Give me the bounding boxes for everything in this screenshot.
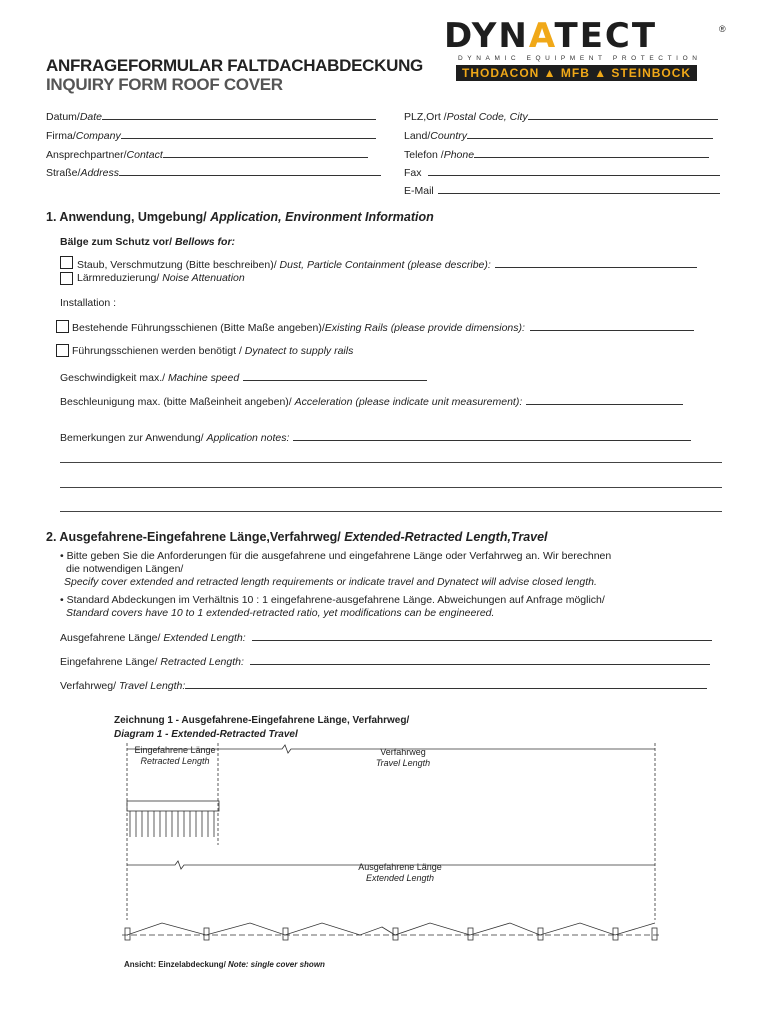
fax-field[interactable]: Fax <box>404 166 720 179</box>
stiffener <box>652 928 657 940</box>
country-field[interactable]: Land/Country <box>404 129 713 142</box>
application-notes-field[interactable]: Bemerkungen zur Anwendung/ Application notes: <box>60 431 691 444</box>
retracted-bellow <box>127 801 219 837</box>
retracted-label: Eingefahrene Länge Retracted Length <box>134 745 216 766</box>
diagram-note: Ansicht: Einzelabdeckung/ Note: single cover shown <box>124 960 325 969</box>
bullet2-de: • Standard Abdeckungen im Verhältnis 10 : 1 eingefahrene-ausgefahrene Länge. Abweichungen auf Anfrage möglich/ <box>60 594 605 606</box>
dust-option: Staub, Verschmutzung (Bitte beschreiben)/ Dust, Particle Containment (please describe): <box>77 258 697 271</box>
extended-dimension-line <box>127 861 655 869</box>
diagram-title: Zeichnung 1 - Ausgefahrene-Eingefahrene Länge, Verfahrweg/ Diagram 1 - Extended-Retracted Travel <box>114 715 410 740</box>
bullet1-de-line2: die notwendigen Längen/ <box>66 563 184 575</box>
noise-checkbox[interactable] <box>60 272 73 285</box>
bullet1-de-line1: • Bitte geben Sie die Anforderungen für die ausgefahrene und eingefahrene Länge oder Verfahrweg an. Wir berechnen <box>60 550 612 562</box>
acceleration-field[interactable]: Beschleunigung max. (bitte Maßeinheit angeben)/ Acceleration (please indicate unit measurement): <box>60 395 683 408</box>
extended-label: Ausgefahrene Länge Extended Length <box>358 862 442 883</box>
travel-diagram <box>110 735 670 965</box>
dust-checkbox[interactable] <box>60 256 73 269</box>
existing-rails-option: Bestehende Führungsschienen (Bitte Maße angeben)/Existing Rails (please provide dimensions): <box>72 321 694 334</box>
company-field[interactable]: Firma/Company <box>46 129 376 142</box>
extended-bellow <box>127 923 655 935</box>
contact-field[interactable]: Ansprechpartner/Contact <box>46 148 368 161</box>
speed-field[interactable]: Geschwindigkeit max./ Machine speed <box>60 371 427 384</box>
logo-accent-letter: A <box>528 16 555 56</box>
email-field[interactable]: E-Mail <box>404 184 720 197</box>
registered-mark: ® <box>719 24 726 34</box>
noise-option: Lärmreduzierung/ Noise Attenuation <box>77 272 245 284</box>
retracted-length-field[interactable]: Eingefahrene Länge/ Retracted Length: <box>60 655 710 668</box>
notes-line-1[interactable] <box>60 462 722 463</box>
logo-tagline: DYNAMIC EQUIPMENT PROTECTION <box>458 55 702 62</box>
installation-label: Installation : <box>60 297 117 309</box>
notes-line-2[interactable] <box>60 487 722 488</box>
travel-length-field[interactable]: Verfahrweg/ Travel Length: <box>60 679 707 692</box>
logo-brands-bar: THODACON ▲ MFB ▲ STEINBOCK <box>456 65 697 81</box>
postal-city-field[interactable]: PLZ,Ort /Postal Code, City <box>404 110 718 123</box>
page-title-de: ANFRAGEFORMULAR FALTDACHABDECKUNG <box>46 56 423 75</box>
phone-field[interactable]: Telefon /Phone <box>404 148 709 161</box>
bullet2-en: Standard covers have 10 to 1 extended-retracted ratio, yet modifications can be engineered. <box>66 607 495 619</box>
page-title-en: INQUIRY FORM ROOF COVER <box>46 75 283 94</box>
bullet1-en: Specify cover extended and retracted length requirements or indicate travel and Dynatect will advise closed length. <box>64 576 597 588</box>
section1-heading: 1. Anwendung, Umgebung/ Application, Environment Information <box>46 210 434 224</box>
supply-rails-checkbox[interactable] <box>56 344 69 357</box>
existing-rails-checkbox[interactable] <box>56 320 69 333</box>
address-field[interactable]: Straße/Address <box>46 166 381 179</box>
date-field[interactable]: Datum/Date <box>46 110 376 123</box>
top-dimension-line <box>127 745 655 753</box>
section2-heading: 2. Ausgefahrene-Eingefahrene Länge,Verfahrweg/ Extended-Retracted Length,Travel <box>46 530 548 544</box>
dynatect-logo <box>444 16 734 84</box>
logo-wordmark: DYNATECT <box>444 16 658 56</box>
supply-rails-option: Führungsschienen werden benötigt / Dynatect to supply rails <box>72 345 354 357</box>
travel-label: Verfahrweg Travel Length <box>375 747 431 768</box>
notes-line-3[interactable] <box>60 511 722 512</box>
extended-length-field[interactable]: Ausgefahrene Länge/ Extended Length: <box>60 631 712 644</box>
bellows-label: Bälge zum Schutz vor/ Bellows for: <box>60 236 236 248</box>
